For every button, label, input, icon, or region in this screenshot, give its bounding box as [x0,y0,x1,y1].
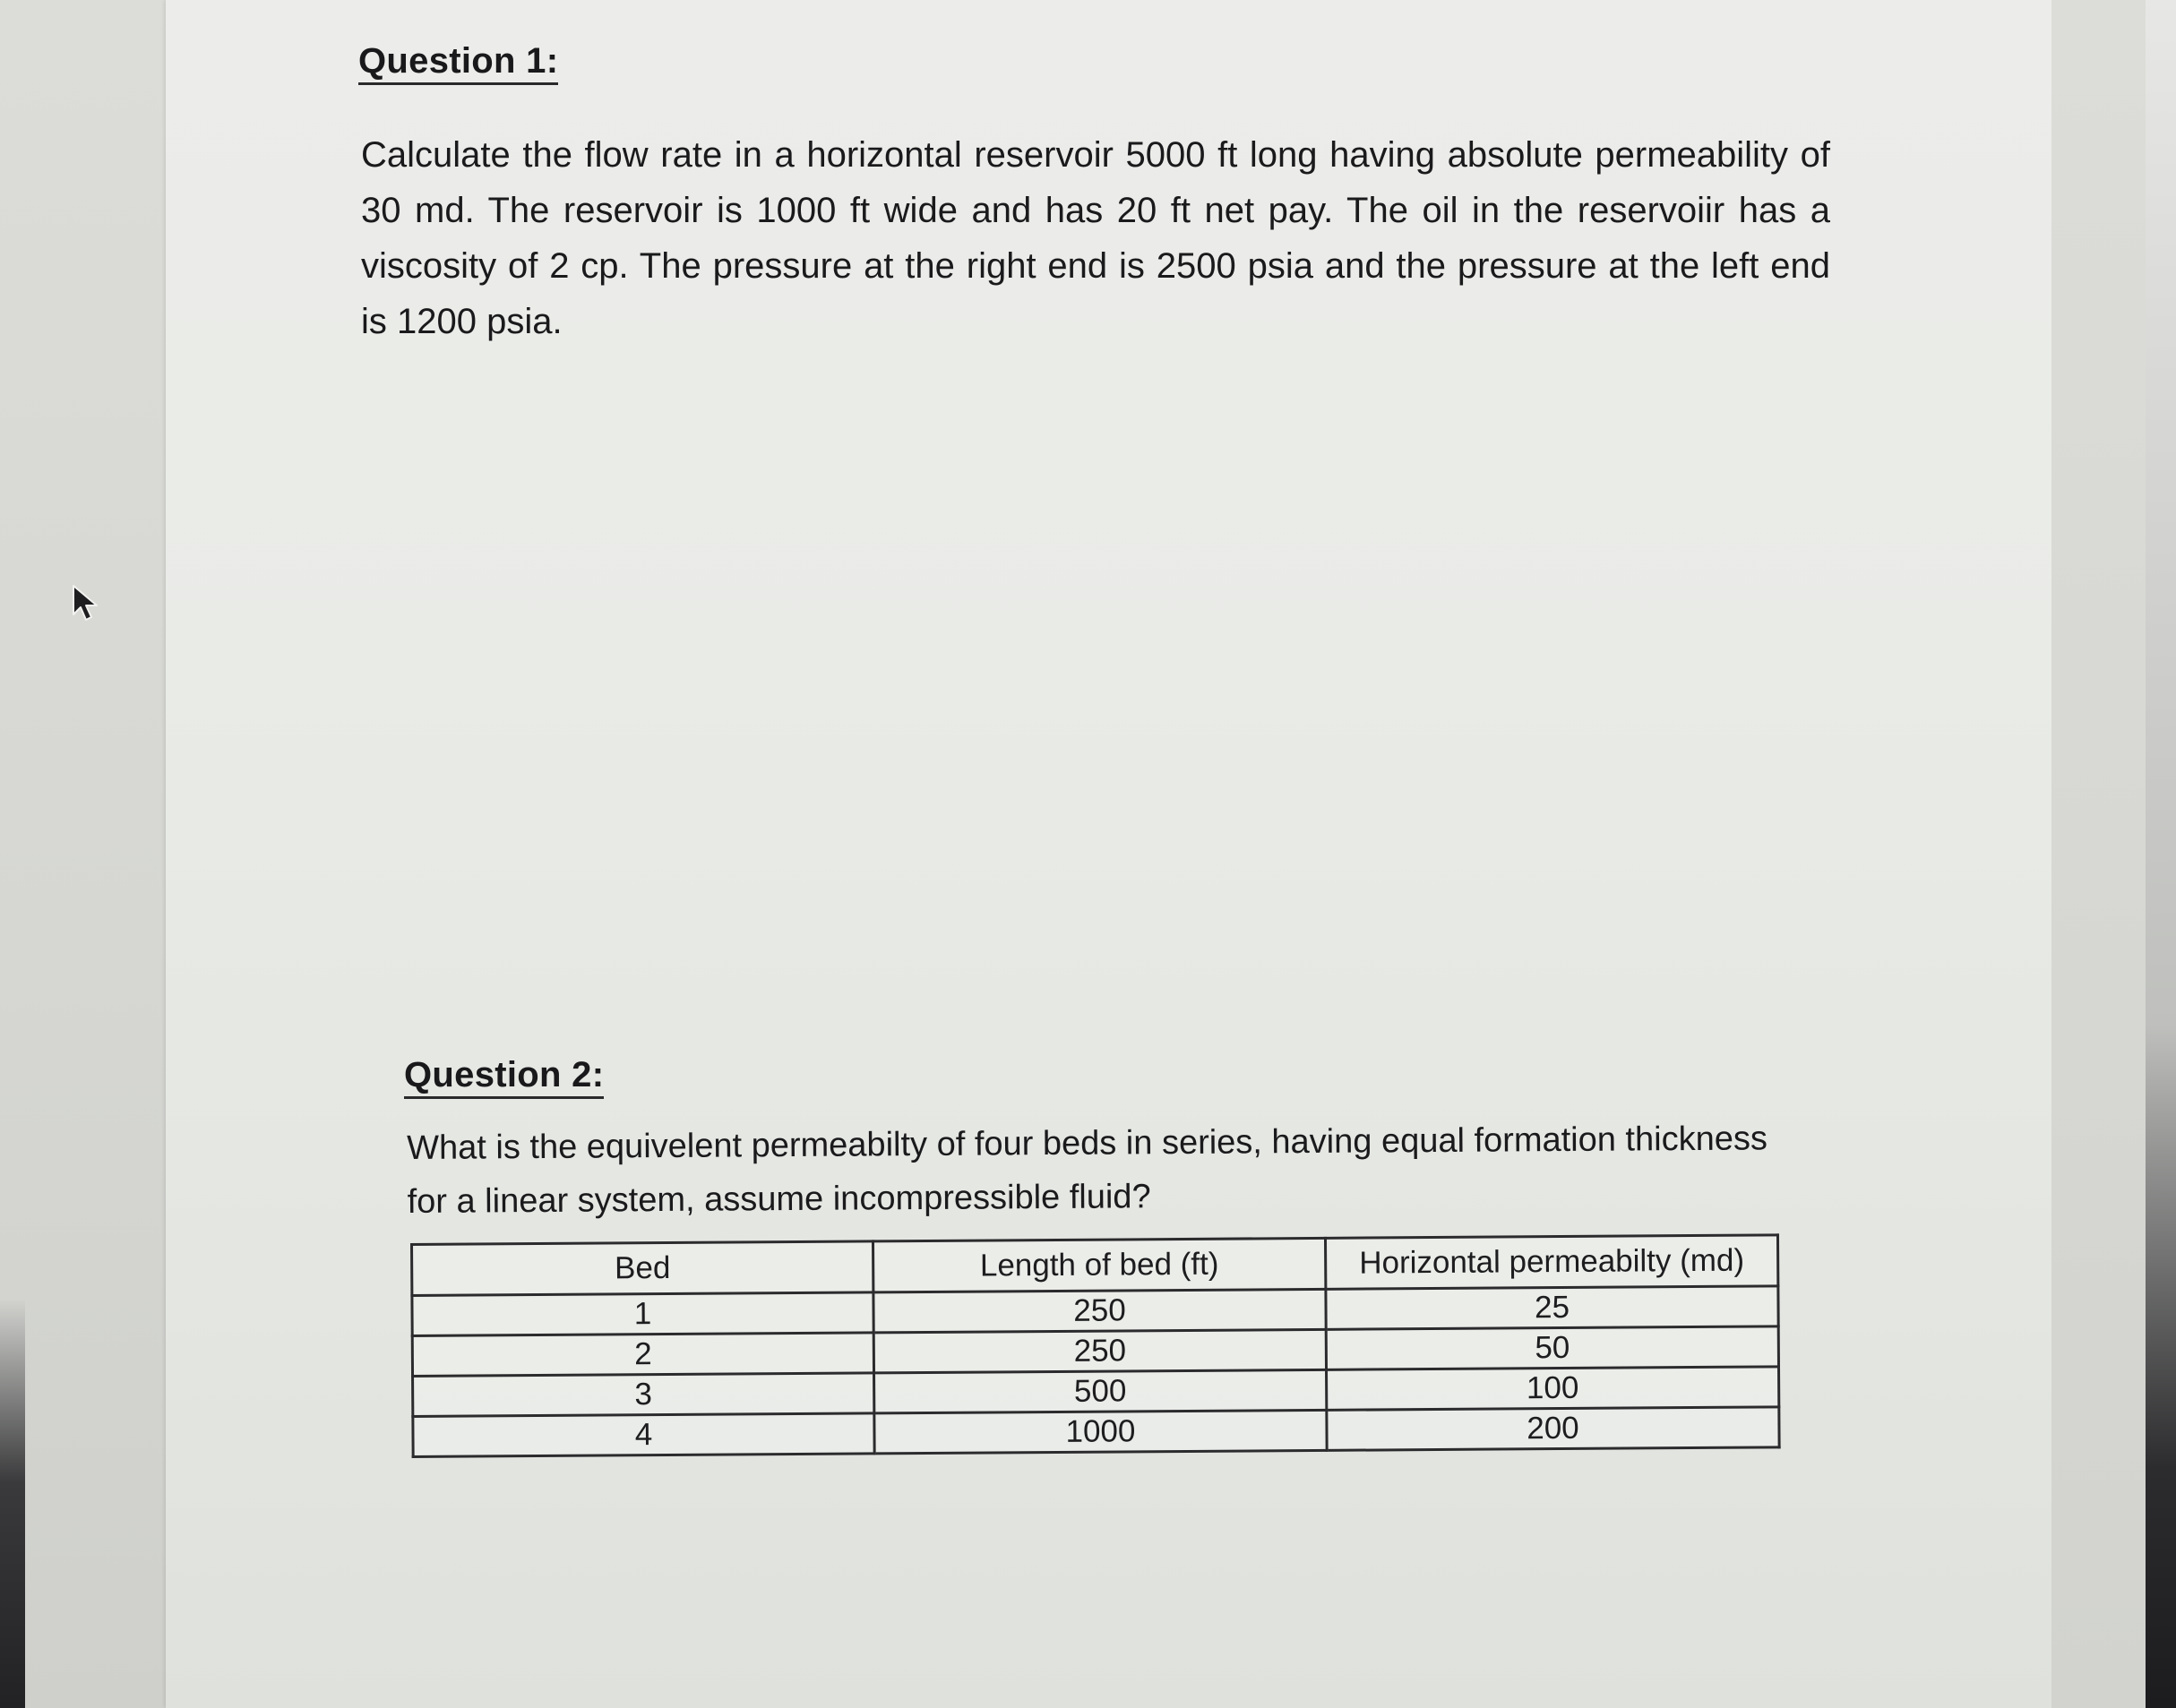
question-1-title: Question 1: [358,39,558,82]
beds-table [410,1233,1781,1458]
table-header-row [412,1235,1778,1296]
table-cell: 3 [413,1373,874,1417]
table-cell: 25 [1326,1286,1778,1330]
table-cell: 1000 [874,1410,1327,1454]
table-cell: 2 [412,1333,873,1377]
table-cell: 250 [873,1329,1326,1373]
table-header-cell: Length of bed (ft) [873,1238,1325,1292]
mouse-pointer-icon [72,584,102,625]
table-cell: 250 [873,1289,1326,1333]
table-cell: 100 [1327,1367,1779,1411]
table-header-cell: Horizontal permeabilty (md) [1325,1235,1777,1290]
table-header-cell: Bed [412,1241,873,1296]
table-row [413,1407,1779,1457]
table-cell: 1 [412,1292,873,1336]
table-cell: 200 [1327,1407,1779,1451]
bezel-right-edge [2146,0,2176,1708]
question-2-text: What is the equivelent permeabilty of four beds in series, having equal formation thickness for a linear system, assume incompressible fluid? [407,1120,1768,1221]
question-2-title: Question 2: [404,1053,604,1096]
table-cell: 4 [413,1413,874,1457]
desktop-right-margin [2051,0,2146,1708]
table-cell: 50 [1326,1326,1778,1370]
bezel-shadow-left [0,1299,25,1708]
question-1-text: Calculate the flow rate in a horizontal reservoir 5000 ft long having absolute permeability of 30 md. The reservoir is 1000 ft wide and has 20 ft net pay. The oil in the reservoiir has a viscosity of 2 cp. The pressure at the right end is 2500 psia and the pressure at the left end is 1200 psia. [361,135,1830,341]
table-cell: 500 [874,1369,1327,1413]
